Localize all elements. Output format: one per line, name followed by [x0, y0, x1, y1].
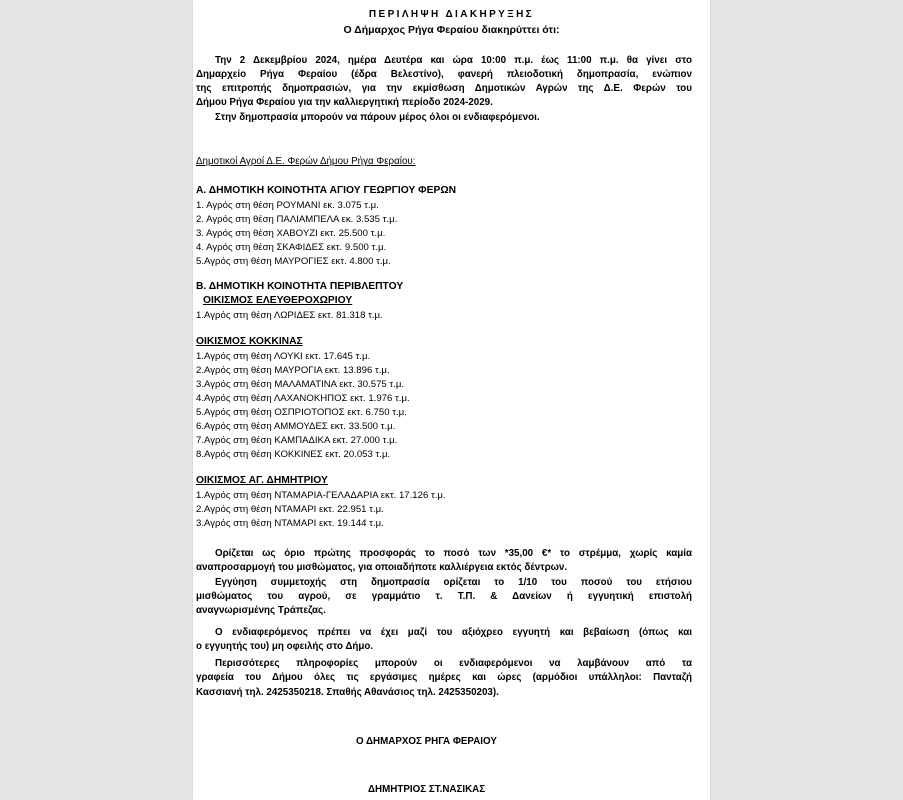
- field-item: 1.Αγρός στη θέση ΝΤΑΜΑΡΙΑ-ΓΕΛΑΔΑΡΙΑ εκτ. 17.126 τ.μ.: [196, 490, 446, 501]
- section-b-heading: Β. ΔΗΜΟΤΙΚΗ ΚΟΙΝΟΤΗΤΑ ΠΕΡΙΒΛΕΠΤΟΥ: [196, 281, 404, 292]
- terms-min-offer-line: αναπροσαρμογή του μισθώματος, για οποιαδήποτε καλλιέργεια εκτός δέντρων.: [196, 562, 568, 573]
- terms-guarantee-line: μισθώματος του αγρού, σε γραμμάτιο τ. Τ.Π. & Δανείων ή εγγυητική επιστολή: [196, 591, 692, 602]
- field-item: 4. Αγρός στη θέση ΣΚΑΦΙΔΕΣ εκτ. 9.500 τ.μ.: [196, 242, 387, 253]
- field-item: 1. Αγρός στη θέση ΡΟΥΜΑΝΙ εκ. 3.075 τ.μ.: [196, 200, 379, 211]
- terms-guarantor-line: Ο ενδιαφερόμενος πρέπει να έχει μαζί του αξιόχρεο εγγυητή και βεβαίωση (όπως και: [215, 627, 692, 638]
- intro-line: Δημαρχείο Ρήγα Φεραίου (έδρα Βελεστίνο), φανερή πλειοδοτική δημοπρασία, ενώπιον: [196, 69, 692, 80]
- field-item: 7.Αγρός στη θέση ΚΑΜΠΑΔΙΚΑ εκτ. 27.000 τ.μ.: [196, 435, 398, 446]
- field-item: 6.Αγρός στη θέση ΑΜΜΟΥΔΕΣ εκτ. 33.500 τ.μ.: [196, 421, 396, 432]
- field-item: 3.Αγρός στη θέση ΜΑΛΑΜΑΤΙΝΑ εκτ. 30.575 τ.μ.: [196, 379, 405, 390]
- settlement-heading: ΟΙΚΙΣΜΟΣ ΕΛΕΥΘΕΡΟΧΩΡΙΟΥ: [203, 295, 353, 306]
- terms-info-line: γραφεία του Δήμου όλες τις εργάσιμες ημέρες και ώρες (αρμόδιοι υπάλληλοι: Πανταζή: [196, 672, 692, 683]
- document-page: [193, 0, 710, 800]
- document-title: ΠΕΡΙΛΗΨΗ ΔΙΑΚΗΡΥΞΗΣ: [368, 9, 535, 20]
- field-item: 4.Αγρός στη θέση ΛΑΧΑΝΟΚΗΠΟΣ εκτ. 1.976 τ.μ.: [196, 393, 410, 404]
- intro-line: Την 2 Δεκεμβρίου 2024, ημέρα Δευτέρα και ώρα 10:00 π.μ. έως 11:00 π.μ. θα γίνει στο: [215, 55, 692, 66]
- fields-heading: Δημοτικοί Αγροί Δ.Ε. Φερών Δήμου Ρήγα Φεραίου:: [196, 156, 416, 167]
- terms-guarantee-line: Εγγύηση συμμετοχής στη δημοπρασία ορίζεται το 1/10 του ποσού του ετήσιου: [215, 577, 692, 588]
- participation-line: Στην δημοπρασία μπορούν να πάρουν μέρος όλοι οι ενδιαφερόμενοι.: [215, 112, 540, 123]
- field-item: 2.Αγρός στη θέση ΜΑΥΡΟΓΙΑ εκτ. 13.896 τ.μ.: [196, 365, 390, 376]
- field-item: 5.Αγρός στη θέση ΟΣΠΡΙΟΤΟΠΟΣ εκτ. 6.750 τ.μ.: [196, 407, 407, 418]
- field-item: 1.Αγρός στη θέση ΛΩΡΙΔΕΣ εκτ. 81.318 τ.μ.: [196, 310, 383, 321]
- signature-name: ΔΗΜΗΤΡΙΟΣ ΣΤ.ΝΑΣΙΚΑΣ: [368, 784, 486, 795]
- field-item: 2.Αγρός στη θέση ΝΤΑΜΑΡΙ εκτ. 22.951 τ.μ.: [196, 504, 384, 515]
- signature-role: Ο ΔΗΜΑΡΧΟΣ ΡΗΓΑ ΦΕΡΑΙΟΥ: [356, 736, 497, 747]
- field-item: 8.Αγρός στη θέση ΚΟΚΚΙΝΕΣ εκτ. 20.053 τ.μ.: [196, 449, 391, 460]
- intro-line: της επιτροπής δημοπρασιών, για την εκμίσθωση Δημοτικών Αγρών της Δ.Ε. Φερών του: [196, 83, 692, 94]
- field-item: 3. Αγρός στη θέση ΧΑΒΟΥΖΙ εκτ. 25.500 τ.μ.: [196, 228, 386, 239]
- terms-info-line: Περισσότερες πληροφορίες μπορούν οι ενδιαφερόμενοι να λαμβάνουν από τα: [215, 658, 692, 669]
- terms-guarantee-line: αναγνωρισμένης Τράπεζας.: [196, 605, 326, 616]
- field-item: 1.Αγρός στη θέση ΛΟΥΚΙ εκτ. 17.645 τ.μ.: [196, 351, 371, 362]
- intro-line: Δήμου Ρήγα Φεραίου για την καλλιεργητική περίοδο 2024-2029.: [196, 97, 493, 108]
- field-item: 3.Αγρός στη θέση ΝΤΑΜΑΡΙ εκτ. 19.144 τ.μ.: [196, 518, 384, 529]
- document-subtitle: Ο Δήμαρχος Ρήγα Φεραίου διακηρύττει ότι:: [343, 24, 560, 36]
- field-item: 2. Αγρός στη θέση ΠΑΛΙΑΜΠΕΛΑ εκ. 3.535 τ.μ.: [196, 214, 398, 225]
- terms-min-offer-line: Ορίζεται ως όριο πρώτης προσφοράς το ποσό των *35,00 €* το στρέμμα, χωρίς καμία: [215, 548, 692, 559]
- field-item: 5.Αγρός στη θέση ΜΑΥΡΟΓΙΕΣ εκτ. 4.800 τ.μ.: [196, 256, 391, 267]
- section-a-heading: Α. ΔΗΜΟΤΙΚΗ ΚΟΙΝΟΤΗΤΑ ΑΓΙΟΥ ΓΕΩΡΓΙΟΥ ΦΕΡΩΝ: [196, 185, 457, 196]
- terms-guarantor-line: ο εγγυητής του) μη οφειλής στο Δήμο.: [196, 641, 374, 652]
- settlement-heading: ΟΙΚΙΣΜΟΣ ΑΓ. ΔΗΜΗΤΡΙΟΥ: [196, 475, 328, 486]
- settlement-heading: ΟΙΚΙΣΜΟΣ ΚΟΚΚΙΝΑΣ: [196, 336, 303, 347]
- terms-info-line: Κασσιανή τηλ. 2425350218. Σπαθής Αθανάσιος τηλ. 2425350203).: [196, 687, 499, 698]
